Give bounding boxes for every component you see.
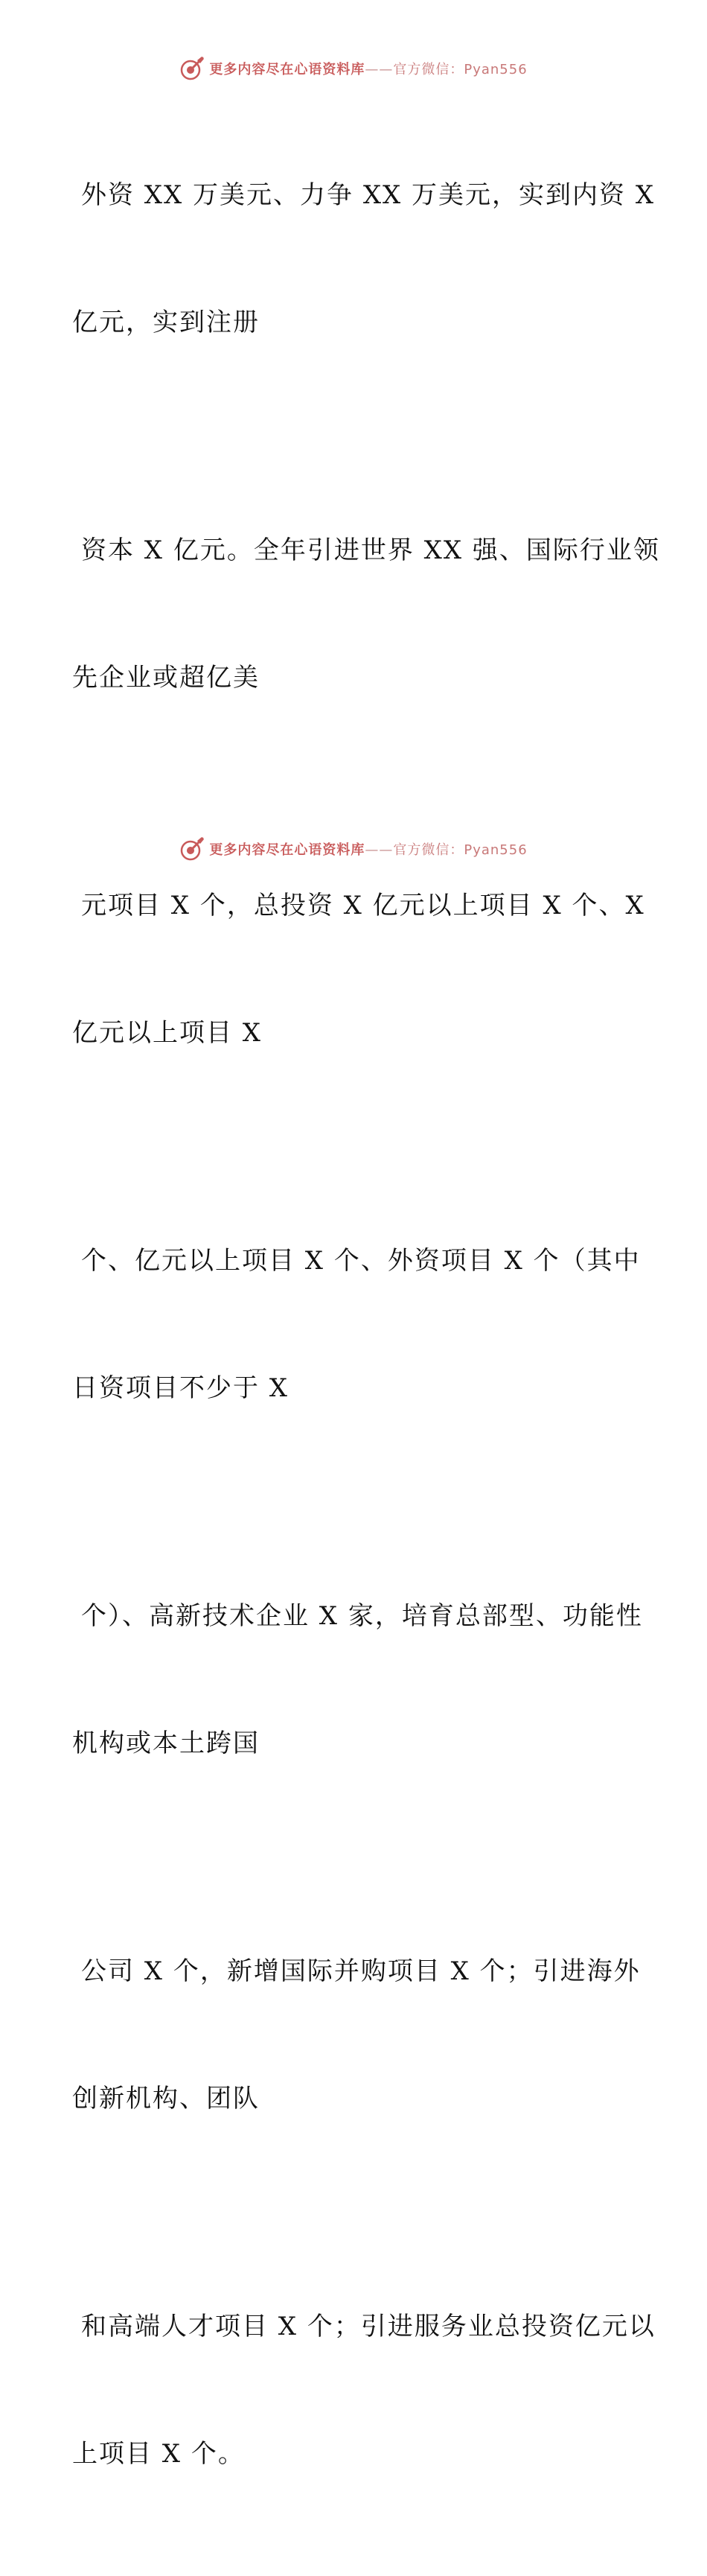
paragraph-line: 先企业或超亿美 (72, 663, 260, 693)
paragraph-line: 日资项目不少于 X (72, 1373, 289, 1403)
watermark-brand: 更多内容尽在心语资料库 (209, 62, 365, 77)
header-watermark (0, 54, 707, 83)
document-body (72, 89, 660, 2576)
paragraph-line: 个、亿元以上项目 X 个、外资项目 X 个（其中 (81, 1246, 641, 1276)
quill-seal-icon (179, 836, 205, 862)
watermark-text (209, 59, 527, 78)
watermark-separator: —— (365, 62, 394, 77)
paragraph-line: 亿元，实到注册 (72, 308, 260, 337)
paragraph (72, 1155, 641, 1495)
paragraph (72, 1510, 643, 1850)
footer-watermark (0, 834, 707, 864)
watermark-brand: 更多内容尽在心语资料库 (209, 842, 365, 858)
watermark-wechat: 官方微信：Pyan556 (393, 62, 528, 77)
watermark-separator: —— (365, 842, 394, 858)
paragraph-line: 公司 X 个，新增国际并购项目 X 个；引进海外 (81, 1956, 641, 1986)
paragraph-line: 创新机构、团队 (72, 2084, 260, 2114)
watermark-text (209, 839, 527, 859)
paragraph (72, 89, 656, 429)
paragraph-line: 个）、高新技术企业 X 家，培育总部型、功能性 (81, 1601, 643, 1631)
paragraph-line: 亿元以上项目 X (72, 1018, 263, 1048)
watermark-wechat: 官方微信：Pyan556 (393, 842, 528, 858)
paragraph-line: 元项目 X 个，总投资 X 亿元以上项目 X 个、X (81, 891, 645, 920)
paragraph-line: 和高端人才项目 X 个；引进服务业总投资亿元以 (81, 2312, 656, 2341)
paragraph (72, 445, 660, 784)
paragraph-line: 机构或本土跨国 (72, 1729, 260, 1758)
paragraph (72, 2221, 656, 2560)
paragraph-line: 资本 X 亿元。全年引进世界 XX 强、国际行业领 (81, 535, 660, 565)
paragraph-line: 外资 XX 万美元、力争 XX 万美元，实到内资 X (81, 180, 656, 210)
paragraph (72, 1866, 641, 2205)
paragraph-line: 上项目 X 个。 (72, 2439, 245, 2469)
quill-seal-icon (179, 56, 205, 81)
